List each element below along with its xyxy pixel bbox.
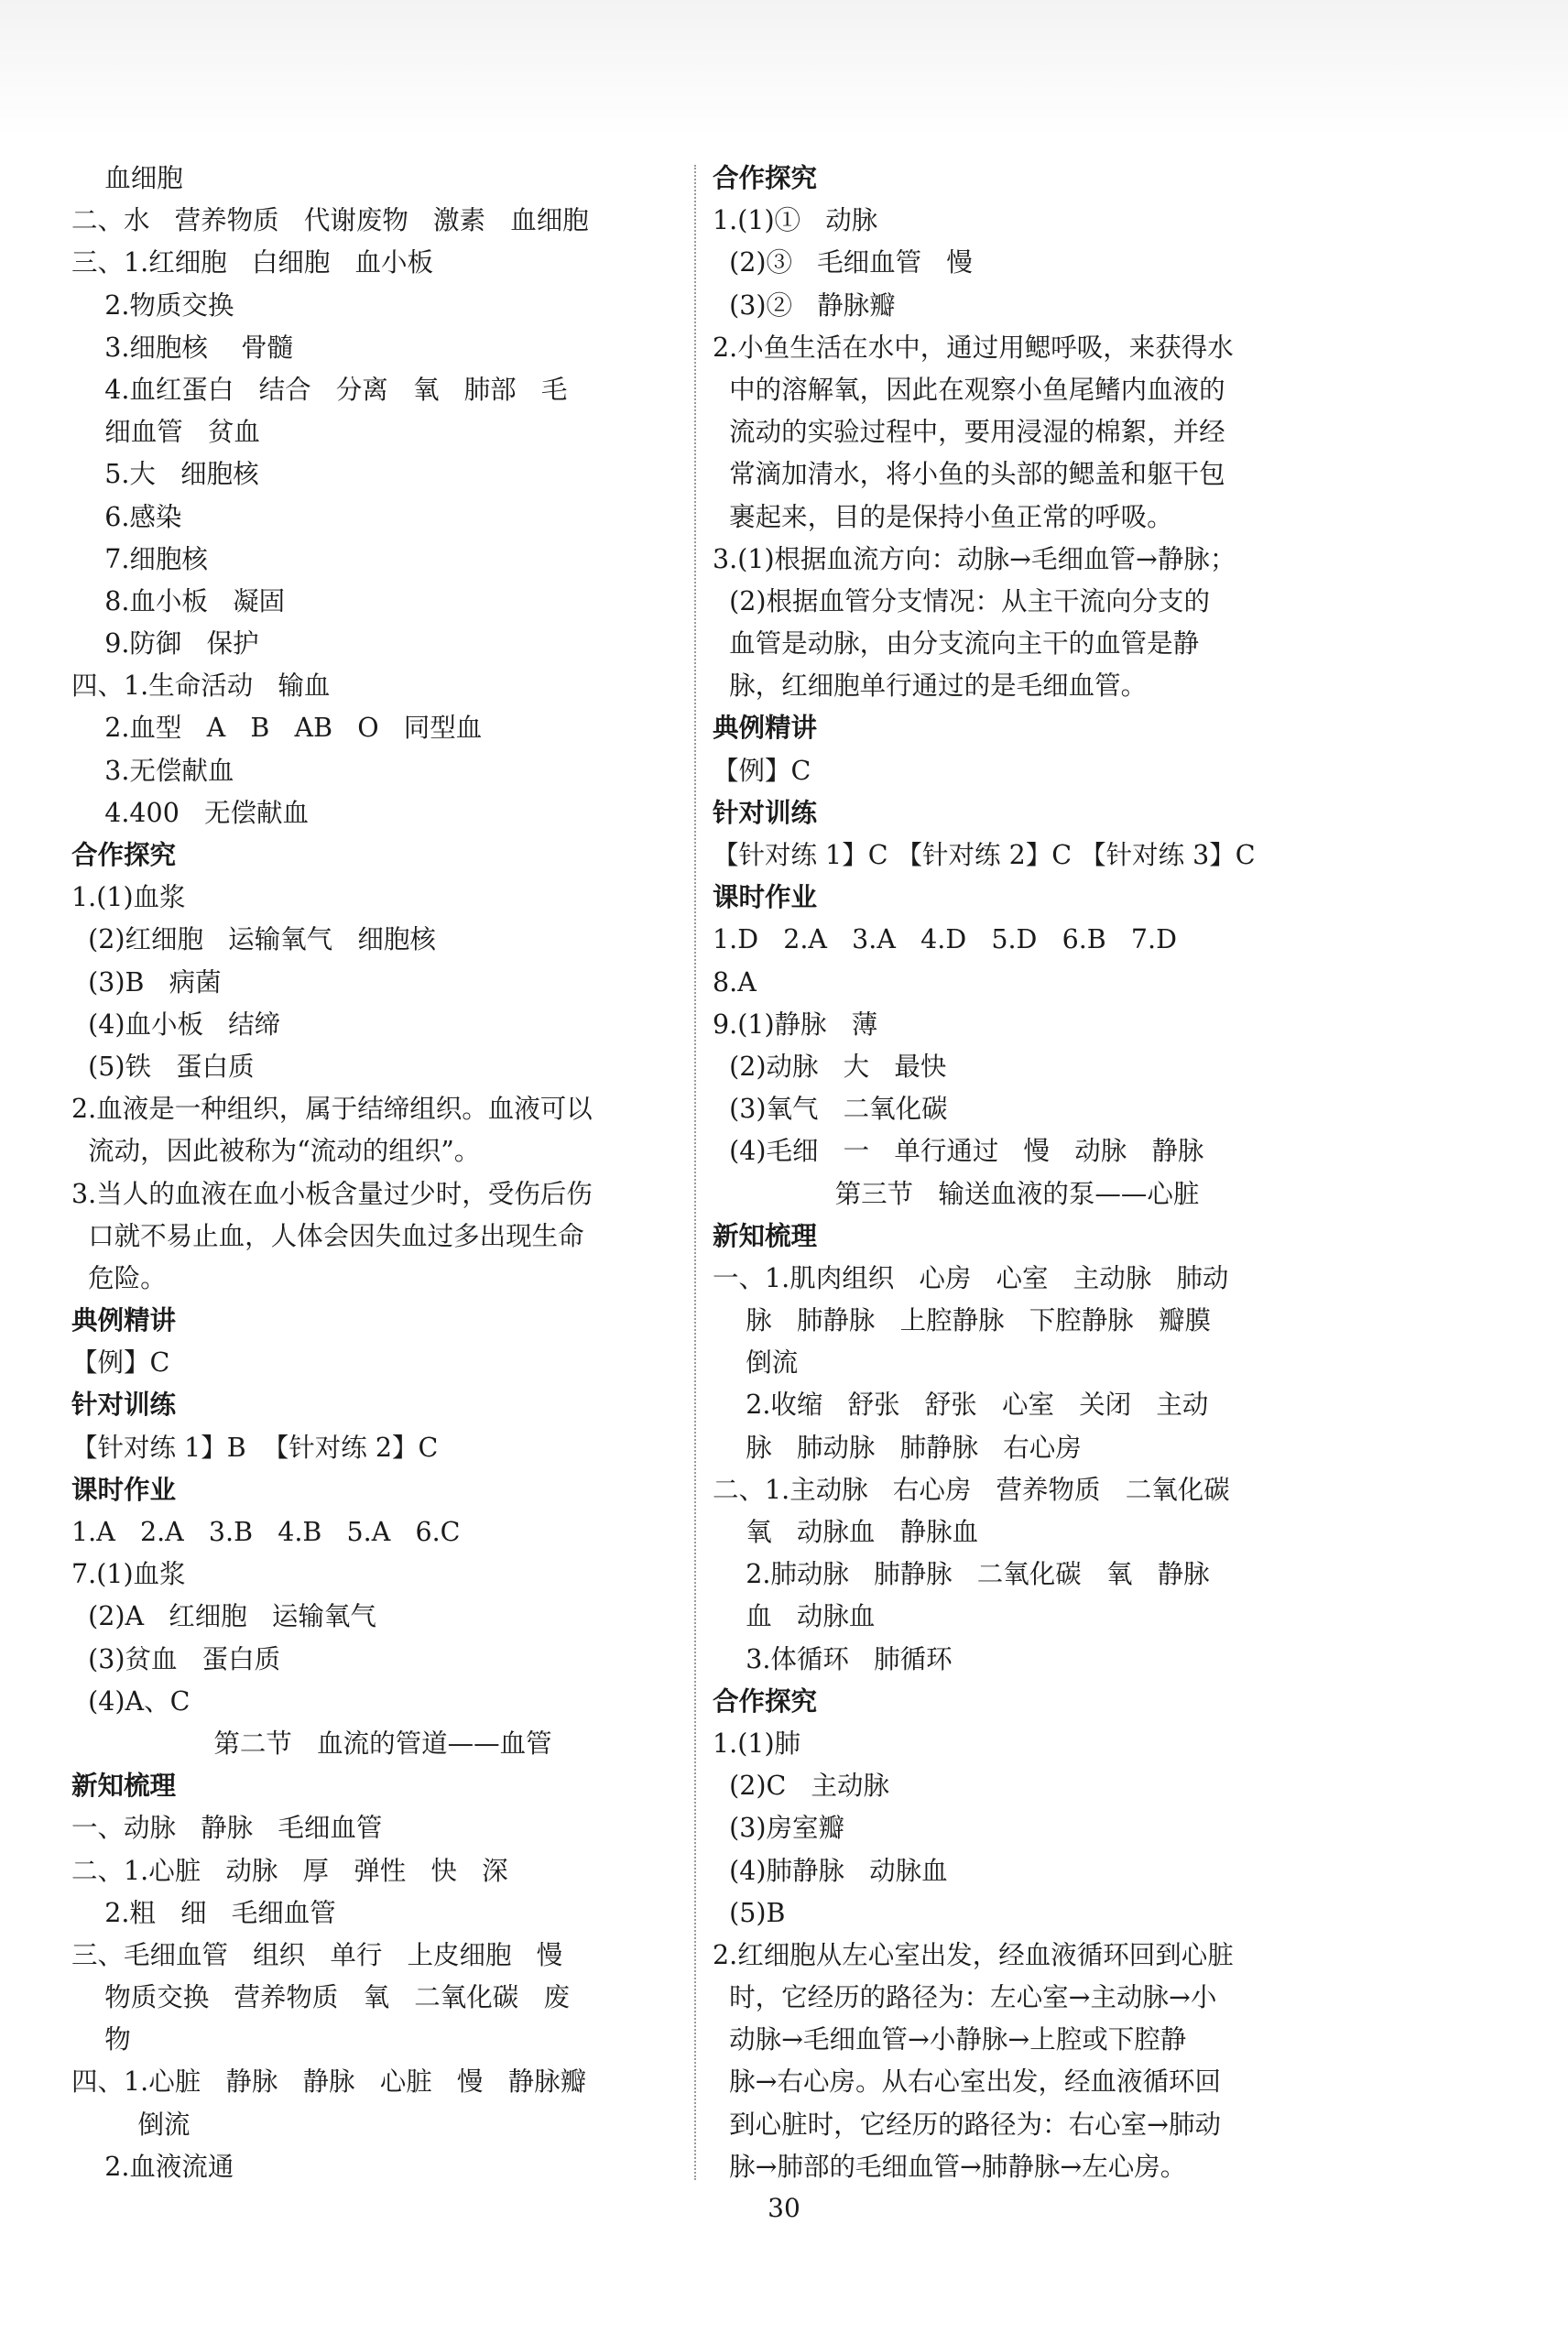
text-line: 物质交换 营养物质 氧 二氧化碳 废 [71, 1982, 570, 2013]
text-line: 细血管 贫血 [71, 417, 260, 448]
text-line: 氧 动脉血 静脉血 [713, 1517, 979, 1547]
text-line: (4)肺静脉 动脉血 [713, 1855, 948, 1886]
chapter-title: 第三节 输送血液的泵——心脏 [834, 1178, 1200, 1209]
text-line: 脉→右心房。从右心室出发，经血液循环回 [713, 2066, 1221, 2098]
text-line: 四、1.生命活动 输血 [71, 670, 331, 702]
text-line: (2)C 主动脉 [713, 1771, 889, 1802]
text-line: 3.当人的血液在血小板含量过少时，受伤后伤 [71, 1178, 593, 1209]
section-heading: 新知梳理 [713, 1220, 818, 1251]
column-divider [694, 165, 696, 2180]
section-heading: 课时作业 [713, 882, 818, 913]
text-line: 三、毛细血管 组织 单行 上皮细胞 慢 [71, 1939, 563, 1970]
left-column [71, 158, 694, 2188]
chapter-title: 第二节 血流的管道——血管 [213, 1728, 552, 1759]
text-line: 时，它经历的路径为：左心室→主动脉→小 [713, 1982, 1217, 2013]
text-line: (2)根据血管分支情况：从主干流向分支的 [713, 585, 1210, 616]
text-line: (3)② 静脉瓣 [713, 289, 896, 321]
text-line: 【针对练 1】B 【针对练 2】C [71, 1432, 439, 1463]
text-line: (2)红细胞 运输氧气 细胞核 [71, 924, 436, 955]
text-line: (3)房室瓣 [713, 1813, 844, 1844]
text-line: 4.400 无偿献血 [71, 797, 310, 828]
text-line: 【针对练 1】C 【针对练 2】C 【针对练 3】C [713, 840, 1256, 870]
section-heading: 典例精讲 [713, 713, 818, 744]
text-line: 8.A [713, 966, 757, 998]
text-line: 【例】C [71, 1347, 170, 1379]
text-line: (2)动脉 大 最快 [713, 1051, 947, 1082]
text-line: 2.红细胞从左心室出发，经血液循环回到心脏 [713, 1939, 1234, 1970]
text-line: 3.(1)根据血流方向：动脉→毛细血管→静脉； [713, 543, 1236, 574]
section-heading: 合作探究 [713, 163, 818, 193]
text-line: 到心脏时，它经历的路径为：右心室→肺动 [713, 2109, 1221, 2140]
text-line: 9.防御 保护 [71, 628, 259, 660]
text-line: 2.粗 细 毛细血管 [71, 1897, 336, 1928]
text-line: 2.肺动脉 肺静脉 二氧化碳 氧 静脉 [713, 1559, 1210, 1590]
text-line: 7.(1)血浆 [71, 1559, 186, 1590]
text-line: 1.A 2.A 3.B 4.B 5.A 6.C [71, 1517, 461, 1547]
text-line: 4.血红蛋白 结合 分离 氧 肺部 毛 [71, 374, 568, 405]
text-line: (3)氧气 二氧化碳 [713, 1094, 948, 1125]
text-line: 1.D 2.A 3.A 4.D 5.D 6.B 7.D [713, 924, 1177, 955]
text-line: 倒流 [71, 2109, 191, 2140]
text-line: 二、1.主动脉 右心房 营养物质 二氧化碳 [713, 1474, 1230, 1505]
text-line: 血细胞 [71, 163, 183, 193]
text-line: 9.(1)静脉 薄 [713, 1008, 878, 1040]
text-line: (3)B 病菌 [71, 966, 222, 998]
text-line: 2.小鱼生活在水中，通过用鳃呼吸，来获得水 [713, 332, 1234, 363]
section-heading: 典例精讲 [71, 1305, 177, 1336]
text-line: 脉 肺动脉 肺静脉 右心房 [713, 1432, 1082, 1463]
text-line: 中的溶解氧，因此在观察小鱼尾鳍内血液的 [713, 374, 1225, 405]
text-line: 物 [71, 2024, 131, 2055]
text-line: (5)B [713, 1897, 786, 1928]
text-line: 3.细胞核 骨髓 [71, 332, 294, 363]
text-line: (4)血小板 结缔 [71, 1008, 281, 1040]
text-line: (5)铁 蛋白质 [71, 1051, 255, 1082]
text-line: 2.物质交换 [71, 289, 234, 321]
text-line: 动脉→毛细血管→小静脉→上腔或下腔静 [713, 2024, 1187, 2055]
text-line: 血管是动脉，由分支流向主干的血管是静 [713, 628, 1200, 660]
text-line: 流动的实验过程中，要用浸湿的棉絮，并经 [713, 417, 1225, 448]
section-heading: 课时作业 [71, 1474, 177, 1505]
section-heading: 新知梳理 [71, 1771, 177, 1802]
text-line: 3.体循环 肺循环 [713, 1643, 953, 1674]
text-line: 三、1.红细胞 白细胞 血小板 [71, 247, 434, 278]
text-line: 2.血液是一种组织，属于结缔组织。血液可以 [71, 1094, 593, 1125]
text-line: 裹起来，目的是保持小鱼正常的呼吸。 [713, 501, 1173, 532]
text-line: 2.血型 A B AB O 同型血 [71, 713, 483, 744]
text-line: (4)A、C [71, 1685, 191, 1717]
text-line: 血 动脉血 [713, 1601, 876, 1632]
text-line: 5.大 细胞核 [71, 459, 259, 490]
text-line: 四、1.心脏 静脉 静脉 心脏 慢 静脉瓣 [71, 2066, 587, 2098]
text-line: 3.无偿献血 [71, 755, 234, 786]
text-line: 脉，红细胞单行通过的是毛细血管。 [713, 670, 1148, 702]
right-column [713, 158, 1322, 2188]
section-heading: 针对训练 [71, 1390, 177, 1421]
text-line: 口就不易止血，人体会因失血过多出现生命 [71, 1220, 584, 1251]
text-line: 1.(1)肺 [713, 1728, 801, 1759]
section-heading: 合作探究 [71, 840, 177, 870]
text-line: 2.血液流通 [71, 2151, 234, 2182]
text-line: 6.感染 [71, 501, 182, 532]
text-line: 倒流 [713, 1347, 799, 1379]
page-number: 30 [768, 2193, 800, 2223]
text-line: (4)毛细 一 单行通过 慢 动脉 静脉 [713, 1136, 1204, 1167]
text-line: 危险。 [71, 1262, 167, 1293]
text-line: 8.血小板 凝固 [71, 585, 286, 616]
text-line: 1.(1)血浆 [71, 882, 186, 913]
text-line: 脉→肺部的毛细血管→肺静脉→左心房。 [713, 2151, 1187, 2182]
text-line: 【例】C [713, 755, 811, 786]
text-line: 1.(1)① 动脉 [713, 205, 878, 236]
section-heading: 针对训练 [713, 797, 818, 828]
text-line: 一、1.肌肉组织 心房 心室 主动脉 肺动 [713, 1262, 1229, 1293]
text-line: (2)A 红细胞 运输氧气 [71, 1601, 376, 1632]
text-line: (2)③ 毛细血管 慢 [713, 247, 973, 278]
text-line: 常滴加清水，将小鱼的头部的鳃盖和躯干包 [713, 459, 1225, 490]
section-heading: 合作探究 [713, 1685, 818, 1717]
text-line: 一、动脉 静脉 毛细血管 [71, 1813, 383, 1844]
text-line: 二、水 营养物质 代谢废物 激素 血细胞 [71, 205, 589, 236]
text-line: 二、1.心脏 动脉 厚 弹性 快 深 [71, 1855, 508, 1886]
text-line: 流动，因此被称为“流动的组织”。 [71, 1136, 481, 1167]
text-line: 2.收缩 舒张 舒张 心室 关闭 主动 [713, 1390, 1209, 1421]
text-line: (3)贫血 蛋白质 [71, 1643, 281, 1674]
page-top-shade [0, 0, 1568, 137]
text-line: 脉 肺静脉 上腔静脉 下腔静脉 瓣膜 [713, 1305, 1211, 1336]
text-line: 7.细胞核 [71, 543, 208, 574]
